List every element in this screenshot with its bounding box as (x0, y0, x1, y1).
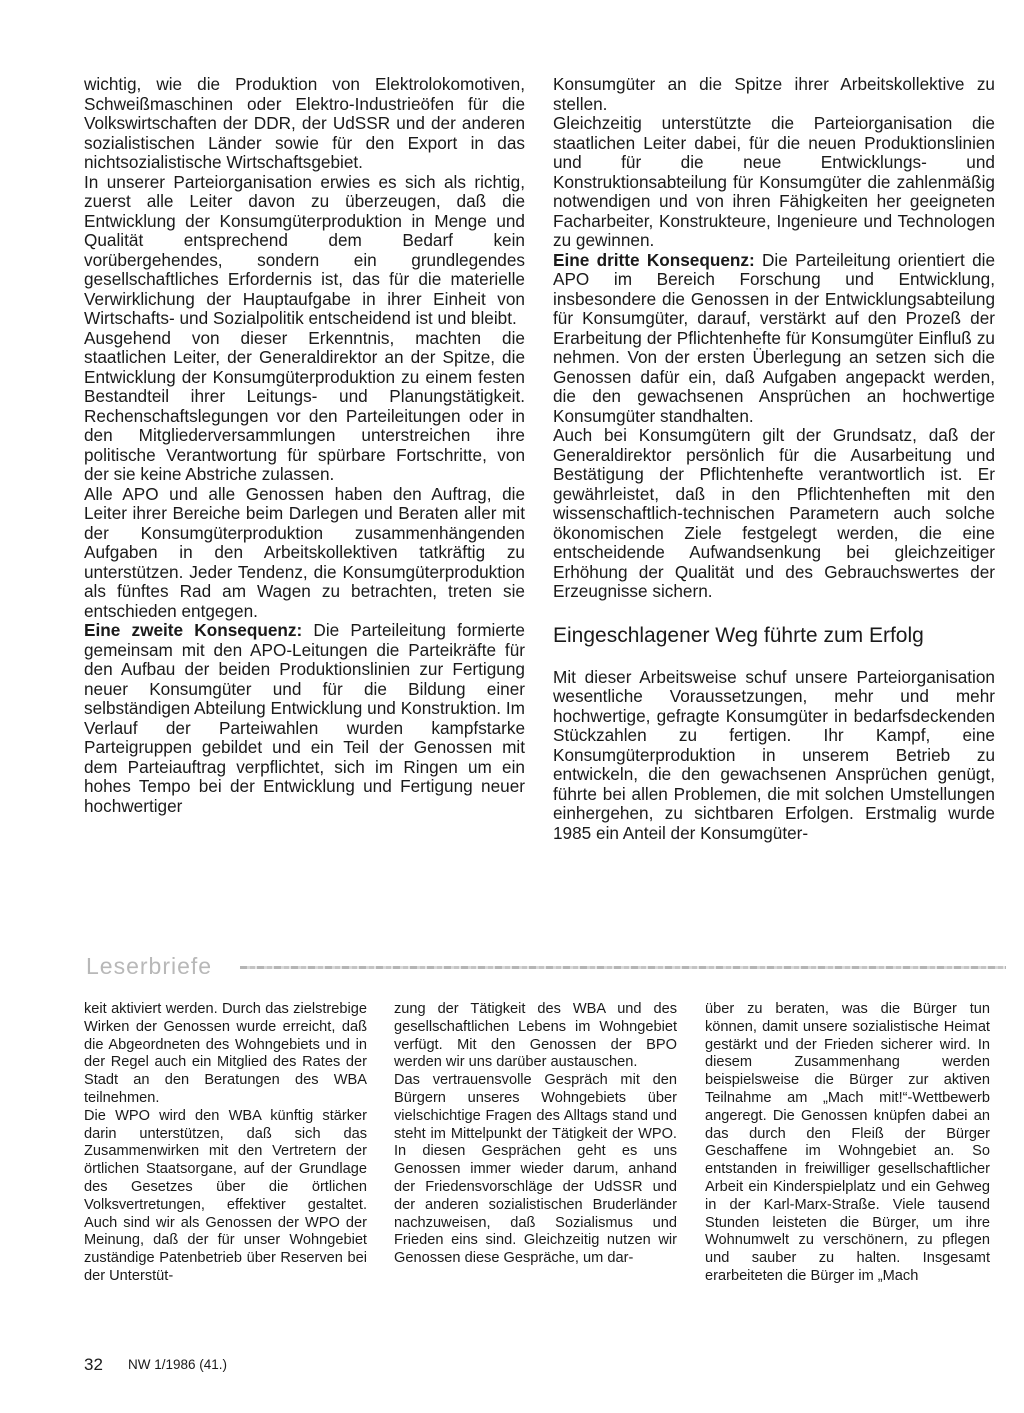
paragraph: Mit dieser Arbeitsweise schuf unsere Parteiorganisation wesentliche Voraussetzungen, mehr und mehr hochwertige, gefragte Konsumgüter in bedarfsdeckenden Stückzahlen zu fertigen. Ihr Kampf, eine Konsumgüterproduktion in unserem Betrieb zu entwickeln, die den gewachsenen Ansprüchen genügt, führte bei allen Problemen, die mit solchen Umstellungen einhergehen, zu sichtbaren Erfolgen. Erstmalig wurde 1985 ein Anteil der Konsumgüter- (553, 666, 995, 843)
paragraph: über zu beraten, was die Bürger tun können, damit unsere sozialistische Heimat gestärkt und der Frieden sicherer wird. In diesem Zusammenhang werden beispielsweise die Bürger zur aktiven Teilnahme am „Mach mit!“-Wettbewerb angeregt. Die Genossen knüpfen dabei an das durch den Fleiß der Bürger Geschaffene im Wohngebiet an. So entstanden in freiwilliger gesellschaftlicher Arbeit ein Kinderspielplatz und ein Gehweg in der Karl-Marx-Straße. Viele tausend Stunden leisteten die Bürger, um ihre Wohnumwelt zu verschönern, zu pflegen und sauber zu halten. Insgesamt erarbeiteten die Bürger im „Mach (705, 1001, 990, 1284)
paragraph: Gleichzeitig unterstützte die Parteiorganisation die staatlichen Leiter dabei, für die neuen Produktionslinien und für die neue Entwicklungs- und Konstruktionsabteilung für Konsumgüter die zahlenmäßig notwendigen und von ihren Fähigkeiten her geeigneten Facharbeiter, Konstrukteure, Ingenieure und Technologen zu gewinnen. (553, 113, 995, 250)
section-heading: Eingeschlagener Weg führte zum Erfolg (553, 623, 924, 647)
paragraph: Die WPO wird den WBA künftig stärker darin unterstützen, daß sich das Zusammenwirken mit den Vertretern der örtlichen Staatsorgane, auf der Grundlage des Gesetzes über die örtlichen Volksvertretungen, effektiver gestaltet. Auch sind wir als Genossen der WPO der Meinung, daß der für unser Wohngebiet zuständige Patenbetrieb über Reserven bei der Unterstüt- (84, 1107, 367, 1284)
paragraph: Ausgehend von dieser Erkenntnis, machten die staatlichen Leiter, der Generaldirektor an der Spitze, die Entwicklung der Konsumgüterproduktion zu einem festen Bestandteil ihrer Leitungs- und Planungstätigkeit. Rechenschaftslegungen vor den Parteileitungen oder in den Mitgliederversammlungen unterstreichen ihre politische Verantwortung für spürbare Fortschritte, von der sie keine Abstriche zulassen. (84, 327, 525, 484)
section-divider (240, 966, 1006, 969)
letters-column-1 (84, 1001, 367, 1286)
section-label-leserbriefe: Leserbriefe (86, 953, 213, 979)
letters-column-2 (394, 1001, 677, 1268)
paragraph-lead: Eine dritte Konsequenz: (553, 249, 755, 270)
paragraph: wichtig, wie die Produktion von Elektrolokomotiven, Schweißmaschinen oder Elektro-Industrieöfen für die Volkswirtschaften der DDR, der UdSSR und der anderen sozialistischen Länder sowie für den Export in das nichtsozialistische Wirtschaftsgebiet. (84, 74, 525, 172)
paragraph: Alle APO und alle Genossen haben den Auftrag, die Leiter ihrer Bereiche beim Darlegen und Beraten aller mit der Konsumgüterproduktion zusammenhängenden Aufgaben in den Arbeitskollektiven tatkräftig zu unterstützen. Jeder Tendenz, die Konsumgüterproduktion als fünftes Rad am Wagen zu betrachten, treten sie entschieden entgegen. (84, 483, 525, 621)
paragraph: Auch bei Konsumgütern gilt der Grundsatz, daß der Generaldirektor persönlich für die Ausarbeitung und Bestätigung der Pflichtenhefte verantwortlich ist. Er gewährleistet, daß in den Pflichtenheften mit den wissenschaftlich-technischen Parametern auch solche ökonomischen Ziele festgelegt werden, die eine entscheidende Aufwandsenkung bei gleichzeitiger Erhöhung der Qualität und des Gebrauchswertes der Erzeugnisse sichern. (553, 425, 995, 601)
paragraph-body: Die Parteileitung formierte gemeinsam mit den APO-Leitungen die Parteikräfte für den Aufbau der beiden Produktionslinien zur Fertigung neuer Konsumgüter und für die Bildung einer selbständigen Abteilung Entwicklung und Konstruktion. Im Verlauf der Parteiwahlen wurden kampfstarke Parteigruppen gebildet und ein Teil der Genossen mit dem Parteiauftrag verpflichtet, sich im Ringen um ein hohes Tempo bei der Entwicklung und Fertigung neuer hochwertiger (84, 620, 525, 816)
article-column-right (553, 75, 995, 843)
paragraph: Konsumgüter an die Spitze ihrer Arbeitskollektive zu stellen. (553, 74, 995, 114)
paragraph: zung der Tätigkeit des WBA und des gesellschaftlichen Lebens im Wohngebiet verfügt. Mit den Genossen der BPO werden wir uns darüber austauschen. (394, 1001, 677, 1071)
issue-reference: NW 1/1986 (41.) (128, 1357, 228, 1372)
article-column-left (84, 75, 525, 816)
paragraph-body: Die Parteileitung orientiert die APO im Bereich Forschung und Entwicklung, insbesondere die Genossen in der Entwicklungsabteilung für Konsumgüter, darauf, verstärkt auf den Prozeß der Erarbeitung der Pflichtenhefte für Konsumgüter Einfluß zu nehmen. Von der ersten Überlegung an setzen sich die Genossen dafür ein, daß Aufgaben angepackt werden, die den gewachsenen Ansprüchen an hochwertige Konsumgüter standhalten. (553, 249, 995, 426)
letters-column-3 (705, 1001, 990, 1286)
paragraph-lead: Eine zweite Konsequenz: (84, 620, 303, 640)
paragraph: Das vertrauensvolle Gespräch mit den Bürgern unseres Wohngebiets über vielschichtige Fragen des Alltags stand und steht im Mittelpunkt der Tätigkeit der WPO. In diesen Gesprächen geht es uns Genossen immer wieder darum, anhand der Friedensvorschläge der UdSSR und der anderen sozialistischen Bruderländer nachzuweisen, daß Sozialismus und Frieden eins sind. Gleichzeitig nutzen wir Genossen diese Gespräche, um dar- (394, 1072, 677, 1267)
paragraph: In unserer Parteiorganisation erwies es sich als richtig, zuerst alle Leiter davon zu überzeugen, daß die Entwicklung der Konsumgüterproduktion in Menge und Qualität entsprechend dem Bedarf kein vorübergehendes, sondern ein grundlegendes gesellschaftliches Erfordernis ist, das für die materielle Verwirklichung der Hauptaufgabe in ihrer Einheit von Wirtschafts- und Sozialpolitik entscheidend ist und bleibt. (84, 171, 525, 328)
paragraph: keit aktiviert werden. Durch das zielstrebige Wirken der Genossen wurde erreicht, daß die Abgeordneten des Wohngebiets und in der Regel auch ein Mitglied des Rates der Stadt an den Beratungen des WBA teilnehmen. (84, 1001, 367, 1106)
page-number: 32 (84, 1355, 103, 1374)
paragraph (553, 251, 995, 427)
paragraph (84, 621, 525, 816)
